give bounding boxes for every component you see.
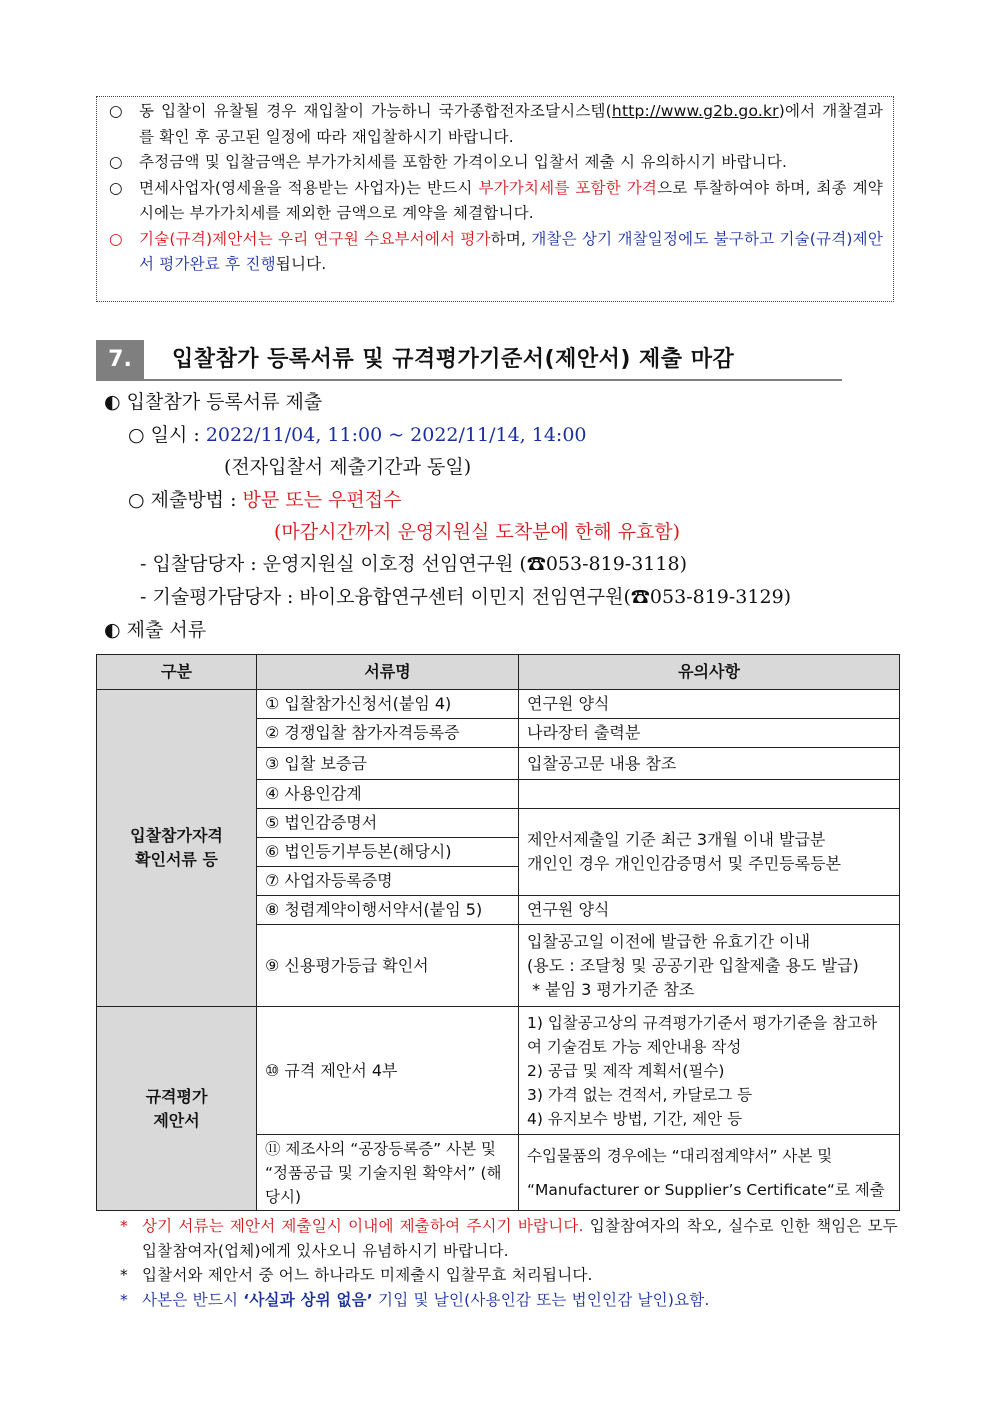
- notes-proposal: 1) 입찰공고상의 규격평가기준서 평가기준을 참고하여 기술검토 가능 제안내용 작성 2) 공급 및 제작 계획서(필수) 3) 가격 없는 견적서, 카달로그 등 4) 유지보수 방법, 기간, 제안 등: [519, 1007, 900, 1135]
- notice-text: 추정금액 및 입찰금액은 부가가치세를 포함한 가격이오니 입찰서 제출 시 유의하시기 바랍니다.: [139, 153, 788, 171]
- footnote-text: 상기 서류는 제안서 제출일시 이내에 제출하여 주시기 바랍니다.: [142, 1217, 584, 1235]
- notice-text: 으로 투찰하여야 하며, 최종 계약시에는 부가가치세를 제외한 금액으로 계약을 체결합니다.: [139, 178, 883, 222]
- notes-credit: 입찰공고일 이전에 발급한 유효기간 이내 (용도 : 조달청 및 공공기관 입찰제출 용도 발급) * 붙임 3 평가기준 참조: [519, 925, 900, 1007]
- table-header-row: [97, 655, 900, 690]
- footnote-text: 입찰참여자의 착오, 실수로 인한 책임은 모두 입찰참여자(업체)에게 있사오니 유념하시기 바랍니다.: [142, 1217, 898, 1260]
- circle-bullet-icon: ○: [109, 153, 123, 171]
- table-row: ⑤ 법인감증명서 제안서제출일 기준 최근 3개월 이내 발급분 개인인 경우 개인인감증명서 및 주민등록등본: [97, 809, 900, 838]
- notice-text: 면세사업자(영세율을 적용받는 사업자)는 반드시: [139, 178, 479, 197]
- notice-item: [107, 176, 883, 227]
- circle-bullet-icon: ○: [109, 229, 123, 248]
- footnote-text: ‘사실과 상위 없음’: [243, 1290, 373, 1309]
- asterisk-icon: *: [120, 1217, 128, 1235]
- notice-item: [107, 99, 883, 150]
- footnote-item: [118, 1263, 898, 1288]
- contact-tech: - 기술평가담당자 : 바이오융합연구센터 이민지 전임연구원(☎053-819-3129): [140, 586, 792, 608]
- footnote-text: 기입 및 날인(사용인감 또는 법인인감 날인)요함.: [372, 1290, 710, 1309]
- notice-text: )에서 개찰결과를 확인 후 공고된 일정에 따라 재입찰하시기 바랍니다.: [139, 102, 883, 146]
- g2b-link[interactable]: http://www.g2b.go.kr: [611, 102, 779, 120]
- notes-import: 수입물품의 경우에는 “대리점계약서” 사본 및 “Manufacturer or Supplier’s Certificate“로 제출: [519, 1135, 900, 1211]
- table-row: 규격평가 제안서 ⑩ 규격 제안서 4부 1) 입찰공고상의 규격평가기준서 평가기준을 참고하여 기술검토 가능 제안내용 작성 2) 공급 및 제작 계획서(필수) 3) 가격 없는 견적서, 카달로그 등 4) 유지보수 방법, 기간, 제안 등: [97, 1007, 900, 1135]
- half-circle-icon: ◐: [104, 619, 121, 641]
- header-notes: 유의사항: [519, 655, 900, 690]
- circle-bullet-icon: ○: [109, 102, 123, 120]
- documents-table: [96, 654, 900, 1211]
- asterisk-icon: *: [120, 1266, 128, 1284]
- table-row: ④ 사용인감계: [97, 780, 900, 809]
- method-note: (마감시간까지 운영지원실 도착분에 한해 유효함): [274, 521, 681, 543]
- notice-text: 기술(규격)제안서는 우리 연구원 수요부서에서 평가: [139, 229, 491, 248]
- notice-text: 개찰은 상기 개찰일정에도 불구하고 기술(규격)제안서 평가완료 후 진행: [139, 229, 883, 273]
- footnote-text: 입찰서와 제안서 중 어느 하나라도 미제출시 입찰무효 처리됩니다.: [142, 1266, 593, 1284]
- date-value: 2022/11/04, 11:00 ~ 2022/11/14, 14:00: [205, 424, 587, 446]
- method-line: ○ 제출방법 : 방문 또는 우편접수: [128, 489, 402, 511]
- date-note: (전자입찰서 제출기간과 동일): [224, 456, 472, 478]
- contact-bid: - 입찰담당자 : 운영지원실 이호정 선임연구원 (☎053-819-3118): [140, 553, 687, 575]
- notice-text: 됩니다.: [275, 255, 327, 273]
- asterisk-icon: *: [120, 1290, 128, 1309]
- footnotes: [118, 1214, 898, 1312]
- notice-text: 동 입찰이 유찰될 경우 재입찰이 가능하니 국가종합전자조달시스템(: [139, 102, 612, 120]
- footnote-item: [118, 1288, 898, 1313]
- group-proposal: 규격평가 제안서: [97, 1007, 257, 1211]
- table-row: ⑨ 신용평가등급 확인서 입찰공고일 이전에 발급한 유효기간 이내 (용도 : 조달청 및 공공기관 입찰제출 용도 발급) * 붙임 3 평가기준 참조: [97, 925, 900, 1007]
- header-document: 서류명: [257, 655, 519, 690]
- method-value: 방문 또는 우편접수: [242, 489, 402, 511]
- half-circle-icon: ◐: [104, 391, 121, 413]
- section-number: 7.: [96, 340, 144, 380]
- notice-item: [107, 150, 883, 176]
- section-underline: [96, 379, 842, 381]
- section-heading: [96, 340, 842, 380]
- table-row: 입찰참가자격 확인서류 등 ① 입찰참가신청서(붙임 4) 연구원 양식: [97, 690, 900, 719]
- date-line: ○ 일시 : 2022/11/04, 11:00 ~ 2022/11/14, 14:00: [128, 424, 587, 446]
- table-row: ② 경쟁입찰 참가자격등록증 나라장터 출력분: [97, 719, 900, 748]
- footnote-item: [118, 1214, 898, 1263]
- table-row: ⑦ 사업자등록증명: [97, 867, 900, 896]
- notice-item: [107, 227, 883, 278]
- circle-bullet-icon: ○: [109, 178, 123, 197]
- group-qualification: 입찰참가자격 확인서류 등: [97, 690, 257, 1007]
- notice-text: 하며,: [490, 229, 532, 248]
- header-category: 구분: [97, 655, 257, 690]
- table-row: ⑪ 제조사의 “공장등록증” 사본 및 “정품공급 및 기술지원 확약서” (해당시) 수입물품의 경우에는 “대리점계약서” 사본 및 “Manufacturer or Supplier’s Certificate“로 제출: [97, 1135, 900, 1211]
- notice-text: 부가가치세를 포함한 가격: [478, 178, 658, 197]
- footnote-text: 사본은 반드시: [142, 1290, 244, 1309]
- registration-heading: ◐ 입찰참가 등록서류 제출: [104, 391, 323, 413]
- notes-certificates: 제안서제출일 기준 최근 3개월 이내 발급분 개인인 경우 개인인감증명서 및 주민등록등본: [519, 809, 900, 896]
- table-row: ⑧ 청렴계약이행서약서(붙임 5) 연구원 양식: [97, 896, 900, 925]
- table-row: ⑥ 법인등기부등본(해당시): [97, 838, 900, 867]
- docs-heading: ◐ 제출 서류: [104, 619, 207, 641]
- table-row: ③ 입찰 보증금 입찰공고문 내용 참조: [97, 748, 900, 780]
- section-title: 입찰참가 등록서류 및 규격평가기준서(제안서) 제출 마감: [172, 347, 735, 372]
- notice-box: [96, 96, 894, 302]
